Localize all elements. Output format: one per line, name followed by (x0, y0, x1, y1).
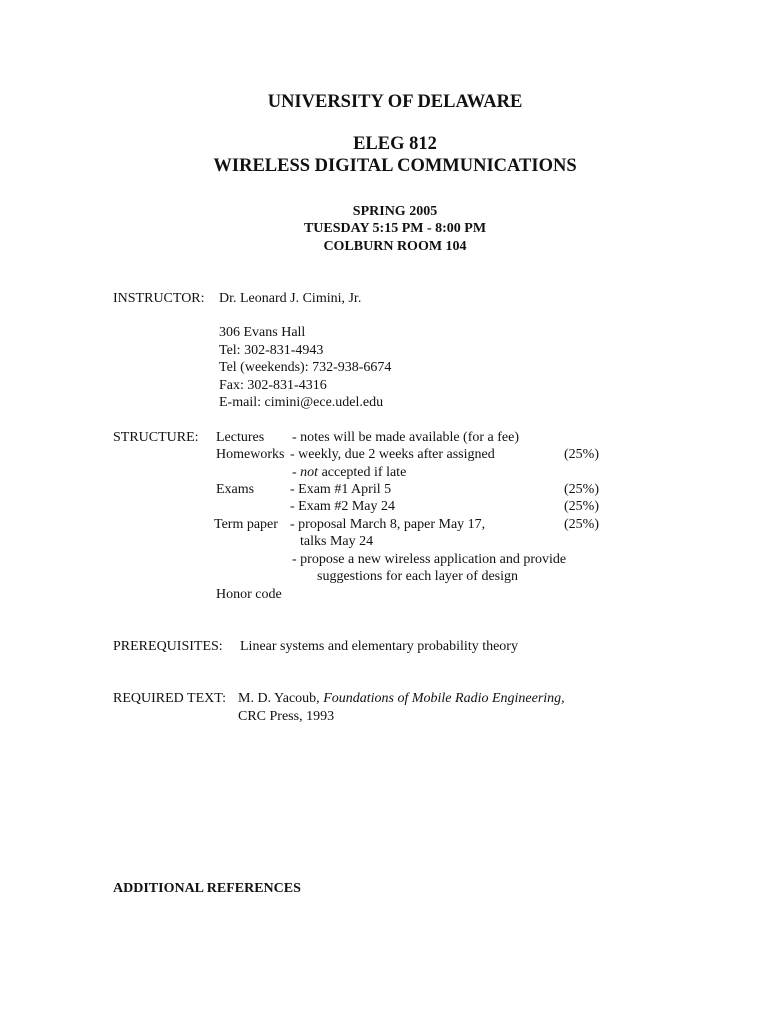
instructor-fax: Fax: 302-831-4316 (219, 378, 327, 393)
term-paper-propose: - propose a new wireless application and provide (292, 552, 567, 567)
homeworks-label: Homeworks (216, 447, 285, 462)
instructor-email: E-mail: cimini@ece.udel.edu (219, 395, 384, 410)
exam1-weight: (25%) (564, 482, 599, 497)
instructor-tel: Tel: 302-831-4943 (219, 343, 324, 358)
required-text-author: M. D. Yacoub, (238, 691, 324, 706)
term-paper-talks: talks May 24 (300, 534, 374, 549)
homeworks-late-note (292, 464, 406, 481)
required-text-label: REQUIRED TEXT: (113, 691, 226, 706)
late-note-dash: - (292, 465, 301, 480)
prerequisites-text: Linear systems and elementary probability theory (240, 639, 518, 654)
class-location: COLBURN ROOM 104 (323, 239, 467, 254)
homeworks-desc: - weekly, due 2 weeks after assigned (290, 447, 495, 462)
term-paper-desc: - proposal March 8, paper May 17, (290, 517, 486, 532)
required-text-publisher: CRC Press, 1993 (238, 709, 335, 724)
instructor-name: Dr. Leonard J. Cimini, Jr. (219, 291, 362, 306)
course-title: WIRELESS DIGITAL COMMUNICATIONS (213, 156, 577, 176)
university-title: UNIVERSITY OF DELAWARE (267, 92, 523, 112)
term-paper-weight: (25%) (564, 517, 599, 532)
prerequisites-label: PREREQUISITES: (113, 639, 223, 654)
exam2: - Exam #2 May 24 (290, 499, 395, 514)
required-text-title: Foundations of Mobile Radio Engineering, (323, 691, 565, 706)
course-code: ELEG 812 (353, 134, 437, 154)
class-schedule: TUESDAY 5:15 PM - 8:00 PM (303, 221, 487, 236)
late-note-rest: accepted if late (318, 465, 407, 480)
late-note-emphasis: not (300, 465, 319, 480)
term-paper-suggestions: suggestions for each layer of design (317, 569, 518, 584)
term-paper-label: Term paper (214, 517, 278, 532)
exam2-weight: (25%) (564, 499, 599, 514)
additional-references-heading: ADDITIONAL REFERENCES (113, 881, 301, 896)
exam1: - Exam #1 April 5 (290, 482, 392, 497)
instructor-tel-weekends: Tel (weekends): 732-938-6674 (219, 360, 392, 375)
instructor-label: INSTRUCTOR: (113, 291, 205, 306)
exams-label: Exams (216, 482, 255, 497)
honor-code: Honor code (216, 587, 282, 602)
homeworks-weight: (25%) (564, 447, 599, 462)
semester: SPRING 2005 (352, 204, 438, 219)
instructor-office: 306 Evans Hall (219, 325, 306, 340)
lectures-label: Lectures (216, 430, 265, 445)
required-text-citation (238, 690, 565, 707)
lectures-desc: - notes will be made available (for a fee) (292, 430, 520, 445)
structure-label: STRUCTURE: (113, 430, 199, 445)
